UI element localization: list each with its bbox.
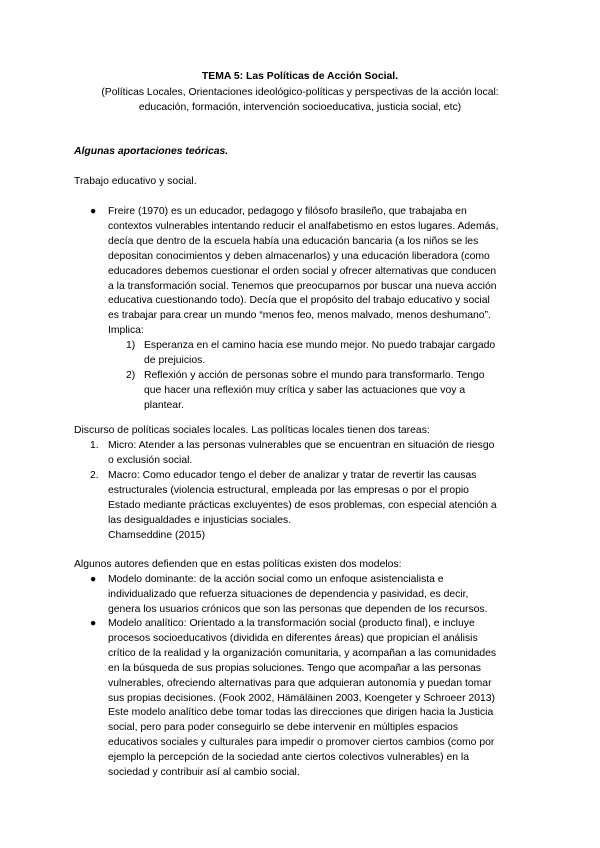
text-line: procesos socioeducativos (dividida en diferentes áreas) que propician el análisis xyxy=(108,632,478,644)
paragraph-discurso: Discurso de políticas sociales locales. Las políticas locales tienen dos tareas: xyxy=(74,425,430,436)
subtitle-line: (Políticas Locales, Orientaciones ideológico-políticas y perspectivas de la acción local: xyxy=(101,87,499,98)
text-line: educativa cuestionando todo). Decía que el propósito del trabajo educativo y social xyxy=(108,295,490,307)
text-line: que hacer una reflexión muy crítica y saber las actuaciones que voy a xyxy=(144,384,466,396)
text-line: ejemplo la percepción de la sociedad ante ciertos colectivos vulnerables) en la xyxy=(108,752,469,764)
text-line: Modelo dominante: de la acción social como un enfoque asistencialista e xyxy=(108,574,444,585)
bullet-icon: ● xyxy=(90,618,97,629)
text-line: contextos vulnerables intentando reducir el analfabetismo en estos lugares. Además, xyxy=(108,220,499,232)
list-item-text xyxy=(108,469,530,544)
text-line: social, pero para poder conseguirlo se debe intervenir en múltiples espacios xyxy=(108,722,459,734)
list-number: 1) xyxy=(126,340,136,351)
text-line: genera los usuarios crónicos que son las personas que dependen de los recursos. xyxy=(108,603,488,615)
list-item-text xyxy=(108,617,530,781)
text-line: las desigualdades e injusticias sociales. xyxy=(108,514,292,526)
text-line: o exclusión social. xyxy=(108,454,193,466)
text-line: sociedad y contribuir así al cambio social. xyxy=(108,767,300,779)
page-title: TEMA 5: Las Políticas de Acción Social. xyxy=(201,71,399,82)
text-line: Este modelo analítico debe tomar todas las direcciones que dirigen hacia la Justicia xyxy=(108,707,494,719)
text-line: Freire (1970) es un educador, pedagogo y filósofo brasileño, que trabajaba en xyxy=(108,206,467,217)
list-item-text xyxy=(144,369,522,414)
text-line: Modelo analítico: Orientado a la transformación social (producto final), e incluye xyxy=(108,618,475,629)
text-line: decía que dentro de la escuela había una educación bancaria (a los niños se les xyxy=(108,235,479,247)
text-line: en la búsqueda de sus propias soluciones. Tengo que acompañar a las personas xyxy=(108,662,481,674)
list-item-text xyxy=(144,339,522,369)
text-line: educadores debemos cuestionar el orden social y ofrecer alternativas que conducen xyxy=(108,265,497,277)
citation: Chamseddine (2015) xyxy=(108,529,206,541)
section-heading: Algunas aportaciones teóricas. xyxy=(74,146,229,157)
list-number: 2) xyxy=(126,370,136,381)
text-line: es trabajar para crear un mundo “menos feo, menos malvado, menos deshumano”. xyxy=(108,310,491,322)
paragraph-trabajo-educativo: Trabajo educativo y social. xyxy=(74,176,197,187)
paragraph-modelos: Algunos autores defienden que en estas políticas existen dos modelos: xyxy=(74,559,402,570)
text-line: Macro: Como educador tengo el deber de analizar y tratar de revertir las causas xyxy=(108,470,477,481)
subtitle-line: educación, formación, intervención socioeducativa, justicia social, etc) xyxy=(138,101,462,113)
text-line: educativos sociales y culturales para impedir o promover ciertos cambios (como por xyxy=(108,737,495,749)
text-line: plantear. xyxy=(144,399,184,411)
text-line: sus propias decisiones. (Fook 2002, Hämäläinen 2003, Koengeter y Schroeer 2013) xyxy=(108,692,495,704)
text-line: depositan conocimientos y deben almacenarlos) y una educación liberadora (como xyxy=(108,250,490,262)
text-line: Esperanza en el camino hacia ese mundo mejor. No puedo trabajar cargado xyxy=(144,340,496,351)
list-number: 2. xyxy=(90,470,99,481)
page-subtitle xyxy=(80,86,520,116)
bullet-icon: ● xyxy=(90,574,97,585)
text-line: de prejuicios. xyxy=(144,354,206,366)
text-line: individualizado que refuerza situaciones de dependencia y pasividad, es decir, xyxy=(108,588,469,600)
text-line: Implica: xyxy=(108,325,144,337)
text-line: Estado mediante prácticas excluyentes) de esos problemas, con especial atención a xyxy=(108,499,497,511)
list-number: 1. xyxy=(90,440,99,451)
text-line: Reflexión y acción de personas sobre el mundo para transformarlo. Tengo xyxy=(144,370,485,381)
text-line: crítico de la realidad y la organización comunitaria, y acompañan a las comunidades xyxy=(108,647,497,659)
list-item-text xyxy=(108,573,530,618)
bullet-icon: ● xyxy=(90,206,97,217)
freire-text xyxy=(108,205,530,339)
text-line: vulnerables, ofreciendo alternativas para que adquieran autonomía y puedan tomar xyxy=(108,677,492,689)
text-line: Micro: Atender a las personas vulnerables que se encuentran en situación de riesgo xyxy=(108,440,495,451)
list-item-text xyxy=(108,439,530,469)
text-line: estructurales (violencia estructural, empleada por las empresas o por el propio xyxy=(108,484,469,496)
text-line: a la transformación social. Tenemos que preocuparnos por buscar una nueva acción xyxy=(108,280,497,292)
